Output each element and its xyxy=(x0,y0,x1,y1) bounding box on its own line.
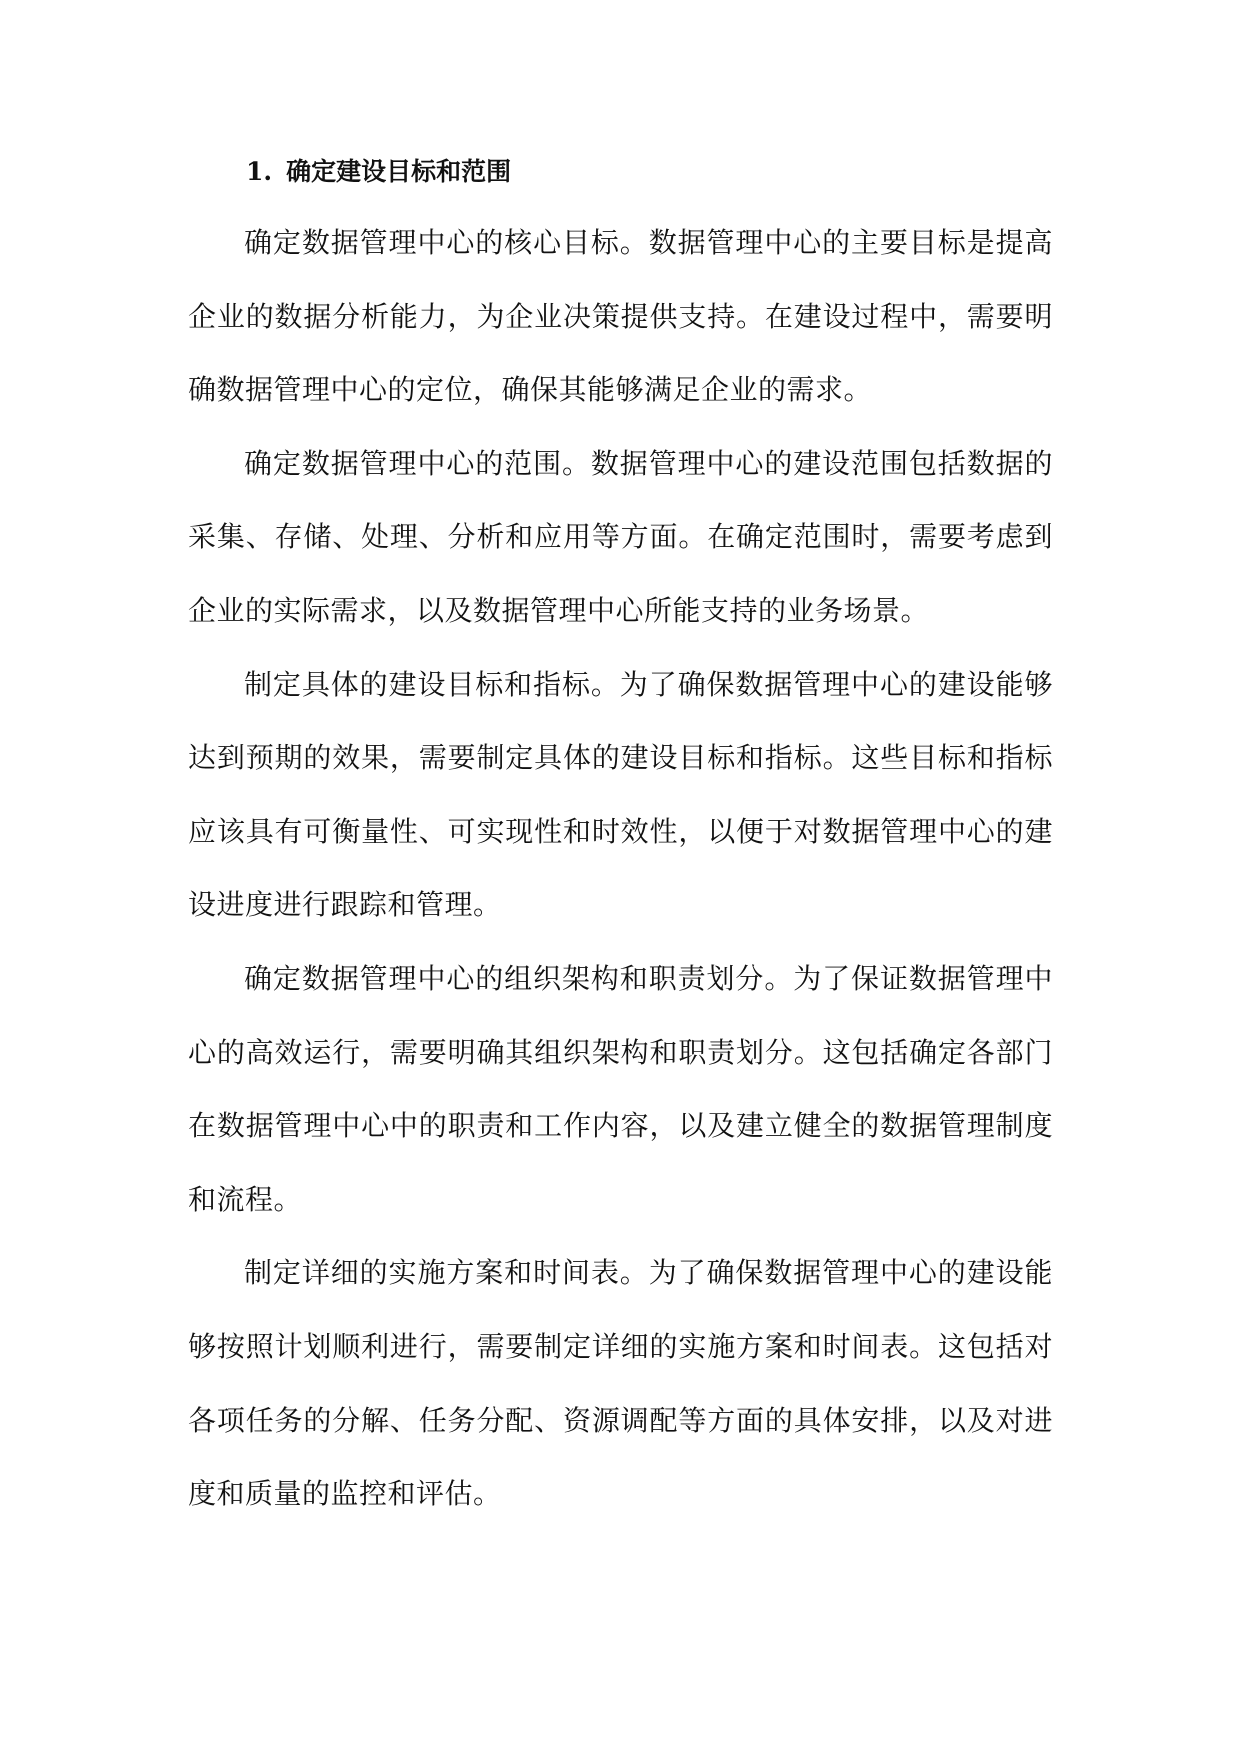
paragraph-scope: 确定数据管理中心的范围。数据管理中心的建设范围包括数据的采集、存储、处理、分析和应用等方面。在确定范围时，需要考虑到企业的实际需求，以及数据管理中心所能支持的业务场景。 xyxy=(188,446,1053,627)
paragraph-organization: 确定数据管理中心的组织架构和职责划分。为了保证数据管理中心的高效运行，需要明确其组织架构和职责划分。这包括确定各部门在数据管理中心中的职责和工作内容，以及建立健全的数据管理制度和流程。 xyxy=(188,961,1053,1216)
paragraph-core-goal: 确定数据管理中心的核心目标。数据管理中心的主要目标是提高企业的数据分析能力，为企业决策提供支持。在建设过程中，需要明确数据管理中心的定位，确保其能够满足企业的需求。 xyxy=(188,226,1053,407)
section-heading xyxy=(246,138,1053,206)
paragraph-targets-metrics: 制定具体的建设目标和指标。为了确保数据管理中心的建设能够达到预期的效果，需要制定具体的建设目标和指标。这些目标和指标应该具有可衡量性、可实现性和时效性，以便于对数据管理中心的建设进度进行跟踪和管理。 xyxy=(188,667,1053,922)
paragraph-implementation-plan: 制定详细的实施方案和时间表。为了确保数据管理中心的建设能够按照计划顺利进行，需要制定详细的实施方案和时间表。这包括对各项任务的分解、任务分配、资源调配等方面的具体安排，以及对进度和质量的监控和评估。 xyxy=(188,1256,1053,1511)
section-title: 确定建设目标和范围 xyxy=(286,157,512,186)
document-body xyxy=(188,138,1053,1531)
section-number: 1. xyxy=(246,157,273,186)
